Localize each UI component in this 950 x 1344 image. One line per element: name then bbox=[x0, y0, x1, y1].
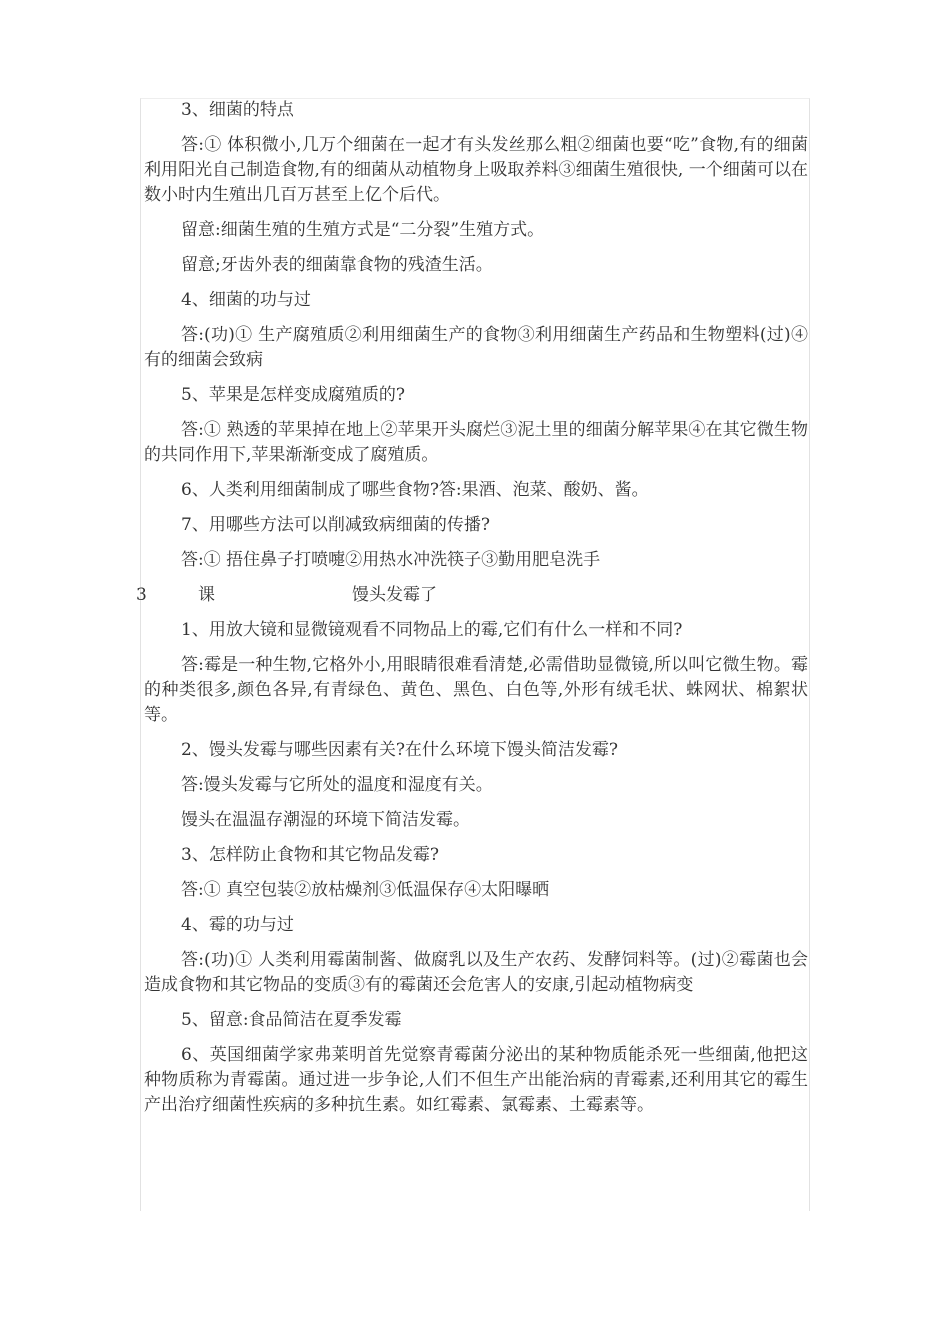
document-body bbox=[136, 98, 808, 1128]
heading-reduce-spread: 7、用哪些方法可以削减致病细菌的传播? bbox=[181, 515, 490, 535]
question-prevent-mold: 3、怎样防止食物和其它物品发霉? bbox=[181, 845, 439, 865]
heading-apple-humus: 5、苹果是怎样变成腐殖质的? bbox=[181, 385, 405, 405]
lesson-title: 馒头发霉了 bbox=[352, 585, 437, 605]
note-binary-fission: 留意:细菌生殖的生殖方式是“二分裂”生殖方式。 bbox=[181, 220, 545, 240]
note-summer-mold: 5、留意:食品简洁在夏季发霉 bbox=[181, 1010, 402, 1030]
question-mold-factors: 2、馒头发霉与哪些因素有关?在什么环境下馒头简洁发霉? bbox=[181, 740, 619, 760]
question-mold-merits: 4、霉的功与过 bbox=[181, 915, 294, 935]
qa-bacteria-foods: 6、人类利用细菌制成了哪些食物?答:果酒、泡菜、酸奶、酱。 bbox=[181, 480, 649, 500]
answer-bacteria-features: 答:① 体积微小,几万个细菌在一起才有头发丝那么粗②细菌也要“吃”食物,有的细菌利用阳光自己制造食物,有的细菌从动植物身上吸取养料③细菌生殖很快, 一个细菌可以在数小时内生殖出几百万甚至上亿个后代。 bbox=[144, 135, 808, 205]
answer-mold-merits: 答:(功)① 人类利用霉菌制酱、做腐乳以及生产农药、发酵饲料等。(过)②霉菌也会造成食物和其它物品的变质③有的霉菌还会危害人的安康,引起动植物病变 bbox=[144, 950, 808, 995]
answer-apple-humus: 答:① 熟透的苹果掉在地上②苹果开头腐烂③泥土里的细菌分解苹果④在其它微生物的共同作用下,苹果渐渐变成了腐殖质。 bbox=[144, 420, 808, 465]
heading-bacteria-merits: 4、细菌的功与过 bbox=[181, 290, 311, 310]
answer-reduce-spread: 答:① 捂住鼻子打喷嚏②用热水冲洗筷子③勤用肥皂洗手 bbox=[181, 550, 601, 570]
answer-mold-observe: 答:霉是一种生物,它格外小,用眼睛很难看清楚,必需借助显微镜,所以叫它微生物。霉的种类很多,颜色各异,有青绿色、黄色、黑色、白色等,外形有绒毛状、蛛网状、棉絮状等。 bbox=[144, 655, 808, 725]
answer-mold-environment: 馒头在温温存潮湿的环境下简洁发霉。 bbox=[181, 810, 470, 830]
note-teeth-bacteria: 留意;牙齿外表的细菌靠食物的残渣生活。 bbox=[181, 255, 493, 275]
question-mold-observe: 1、用放大镜和显微镜观看不同物品上的霉,它们有什么一样和不同? bbox=[181, 620, 683, 640]
answer-bacteria-merits: 答:(功)① 生产腐殖质②利用细菌生产的食物③利用细菌生产药品和生物塑料(过)④ 有的细菌会致病 bbox=[144, 325, 808, 370]
lesson-word: 课 bbox=[198, 585, 215, 605]
lesson-title-row bbox=[136, 583, 808, 608]
answer-mold-factors: 答:馒头发霉与它所处的温度和湿度有关。 bbox=[181, 775, 493, 795]
heading-bacteria-features: 3、细菌的特点 bbox=[181, 100, 294, 120]
answer-prevent-mold: 答:① 真空包装②放枯燥剂③低温保存④太阳曝晒 bbox=[181, 880, 550, 900]
paragraph-fleming-penicillin: 6、英国细菌学家弗莱明首先觉察青霉菌分泌出的某种物质能杀死一些细菌,他把这种物质称为青霉菌。通过进一步争论,人们不但生产出能治病的青霉素,还利用其它的霉生产出治疗细菌性疾病的多种抗生素。如红霉素、氯霉素、土霉素等。 bbox=[144, 1045, 808, 1115]
lesson-number: 3 bbox=[136, 585, 147, 605]
